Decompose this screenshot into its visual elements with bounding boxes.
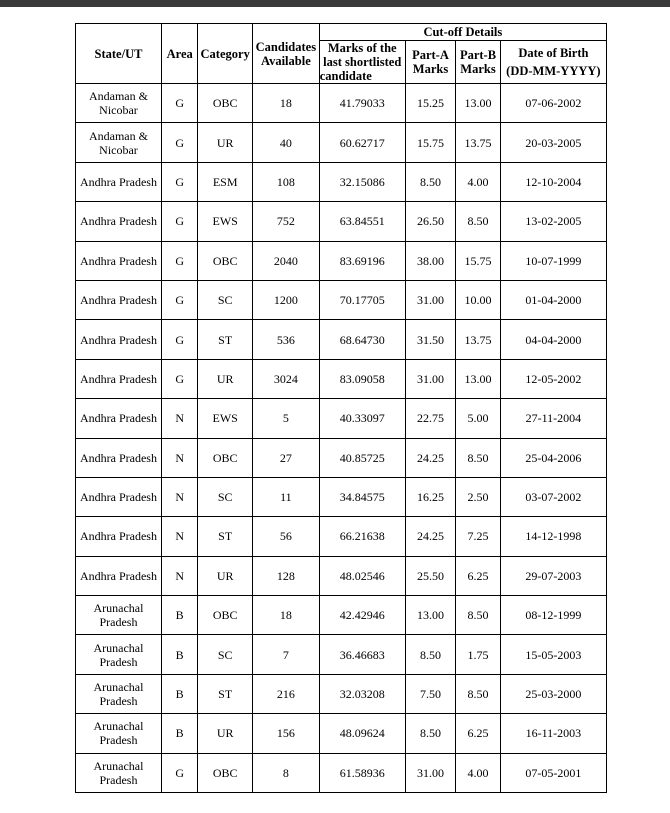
cell-area: B xyxy=(161,596,197,635)
cell-category: OBC xyxy=(198,596,253,635)
cell-candidates: 40 xyxy=(252,123,319,162)
cell-area: G xyxy=(161,280,197,319)
cell-candidates: 216 xyxy=(252,674,319,713)
cell-candidates: 536 xyxy=(252,320,319,359)
cell-part-b: 6.25 xyxy=(456,556,501,595)
cell-area: N xyxy=(161,517,197,556)
table-row xyxy=(76,635,607,674)
cell-category: EWS xyxy=(198,202,253,241)
cell-marks: 36.46683 xyxy=(319,635,405,674)
cell-candidates: 8 xyxy=(252,753,319,792)
cell-category: UR xyxy=(198,123,253,162)
header-candidates-line2: Available xyxy=(260,53,311,68)
header-marks: Marks of the last shortlisted candidate xyxy=(319,41,405,84)
cell-category: SC xyxy=(198,477,253,516)
cell-dob: 25-04-2006 xyxy=(500,438,606,477)
cell-part-a: 15.25 xyxy=(405,84,456,123)
table-row xyxy=(76,359,607,398)
cell-part-b: 1.75 xyxy=(456,635,501,674)
cell-marks: 40.85725 xyxy=(319,438,405,477)
cell-marks: 60.62717 xyxy=(319,123,405,162)
cell-part-b: 8.50 xyxy=(456,438,501,477)
cell-candidates: 18 xyxy=(252,84,319,123)
cell-area: N xyxy=(161,438,197,477)
cell-candidates: 128 xyxy=(252,556,319,595)
cell-marks: 34.84575 xyxy=(319,477,405,516)
cell-part-b: 8.50 xyxy=(456,674,501,713)
cell-dob: 16-11-2003 xyxy=(500,714,606,753)
cell-state: Andhra Pradesh xyxy=(76,320,162,359)
cell-state: Andhra Pradesh xyxy=(76,477,162,516)
cell-dob: 01-04-2000 xyxy=(500,280,606,319)
cell-area: G xyxy=(161,241,197,280)
cell-area: B xyxy=(161,674,197,713)
cell-category: UR xyxy=(198,359,253,398)
cell-category: OBC xyxy=(198,753,253,792)
cell-part-a: 24.25 xyxy=(405,438,456,477)
cell-category: UR xyxy=(198,556,253,595)
table-row xyxy=(76,280,607,319)
cell-area: G xyxy=(161,359,197,398)
cell-marks: 63.84551 xyxy=(319,202,405,241)
cell-dob: 08-12-1999 xyxy=(500,596,606,635)
cell-candidates: 56 xyxy=(252,517,319,556)
cell-dob: 12-05-2002 xyxy=(500,359,606,398)
cell-state: Andhra Pradesh xyxy=(76,202,162,241)
cell-category: OBC xyxy=(198,241,253,280)
cell-state: Arunachal Pradesh xyxy=(76,596,162,635)
cell-dob: 07-06-2002 xyxy=(500,84,606,123)
cell-candidates: 27 xyxy=(252,438,319,477)
table-row xyxy=(76,241,607,280)
cell-marks: 61.58936 xyxy=(319,753,405,792)
cell-state: Andhra Pradesh xyxy=(76,241,162,280)
table-row xyxy=(76,202,607,241)
cell-category: OBC xyxy=(198,438,253,477)
cell-area: G xyxy=(161,162,197,201)
cell-category: EWS xyxy=(198,399,253,438)
cell-part-a: 31.00 xyxy=(405,753,456,792)
cell-candidates: 3024 xyxy=(252,359,319,398)
cell-state: Andhra Pradesh xyxy=(76,359,162,398)
table-row xyxy=(76,162,607,201)
cell-dob: 14-12-1998 xyxy=(500,517,606,556)
cell-area: G xyxy=(161,320,197,359)
cell-marks: 41.79033 xyxy=(319,84,405,123)
cell-candidates: 108 xyxy=(252,162,319,201)
header-part-b-line2: Marks xyxy=(460,62,496,76)
cell-part-b: 13.00 xyxy=(456,84,501,123)
cell-part-b: 15.75 xyxy=(456,241,501,280)
cell-marks: 83.69196 xyxy=(319,241,405,280)
cell-area: G xyxy=(161,202,197,241)
cell-state: Andaman & Nicobar xyxy=(76,123,162,162)
cell-area: N xyxy=(161,399,197,438)
cell-dob: 13-02-2005 xyxy=(500,202,606,241)
cell-part-b: 5.00 xyxy=(456,399,501,438)
cell-dob: 25-03-2000 xyxy=(500,674,606,713)
table-row xyxy=(76,556,607,595)
cell-part-a: 38.00 xyxy=(405,241,456,280)
cell-marks: 66.21638 xyxy=(319,517,405,556)
cell-part-a: 16.25 xyxy=(405,477,456,516)
cell-dob: 27-11-2004 xyxy=(500,399,606,438)
cell-part-b: 6.25 xyxy=(456,714,501,753)
cell-part-b: 4.00 xyxy=(456,753,501,792)
table-row xyxy=(76,438,607,477)
cell-part-a: 31.00 xyxy=(405,280,456,319)
cell-marks: 40.33097 xyxy=(319,399,405,438)
cell-marks: 42.42946 xyxy=(319,596,405,635)
table-row xyxy=(76,123,607,162)
cell-part-b: 4.00 xyxy=(456,162,501,201)
cell-category: ESM xyxy=(198,162,253,201)
cell-part-a: 25.50 xyxy=(405,556,456,595)
header-dob xyxy=(500,41,606,84)
cell-dob: 15-05-2003 xyxy=(500,635,606,674)
cell-dob: 04-04-2000 xyxy=(500,320,606,359)
header-part-b xyxy=(456,41,501,84)
cell-marks: 48.09624 xyxy=(319,714,405,753)
header-candidates xyxy=(252,24,319,84)
cell-state: Arunachal Pradesh xyxy=(76,753,162,792)
cell-dob: 20-03-2005 xyxy=(500,123,606,162)
cell-category: UR xyxy=(198,714,253,753)
cell-category: ST xyxy=(198,517,253,556)
cell-area: G xyxy=(161,123,197,162)
cell-part-b: 13.75 xyxy=(456,320,501,359)
cutoff-table xyxy=(75,23,607,793)
cell-candidates: 11 xyxy=(252,477,319,516)
cell-part-a: 24.25 xyxy=(405,517,456,556)
cell-area: B xyxy=(161,635,197,674)
header-state: State/UT xyxy=(76,24,162,84)
header-row-top xyxy=(76,24,607,41)
table-row xyxy=(76,320,607,359)
cell-area: N xyxy=(161,556,197,595)
cell-part-b: 13.75 xyxy=(456,123,501,162)
cell-state: Andhra Pradesh xyxy=(76,438,162,477)
cell-part-a: 31.00 xyxy=(405,359,456,398)
table-body xyxy=(76,84,607,793)
top-bar xyxy=(0,0,670,7)
cell-part-a: 31.50 xyxy=(405,320,456,359)
cell-candidates: 5 xyxy=(252,399,319,438)
cell-marks: 32.03208 xyxy=(319,674,405,713)
header-area: Area xyxy=(161,24,197,84)
table-row xyxy=(76,399,607,438)
cell-category: ST xyxy=(198,320,253,359)
cell-part-a: 8.50 xyxy=(405,714,456,753)
cell-part-b: 13.00 xyxy=(456,359,501,398)
cell-part-b: 2.50 xyxy=(456,477,501,516)
cell-area: N xyxy=(161,477,197,516)
table-row xyxy=(76,714,607,753)
cell-state: Andhra Pradesh xyxy=(76,556,162,595)
table-row xyxy=(76,477,607,516)
cell-candidates: 7 xyxy=(252,635,319,674)
cell-marks: 70.17705 xyxy=(319,280,405,319)
header-part-a-line1: Part-A xyxy=(412,48,449,62)
cell-dob: 07-05-2001 xyxy=(500,753,606,792)
header-candidates-line1: Candidates xyxy=(255,39,317,54)
cell-part-a: 7.50 xyxy=(405,674,456,713)
cell-state: Andhra Pradesh xyxy=(76,162,162,201)
cell-state: Arunachal Pradesh xyxy=(76,674,162,713)
cell-area: G xyxy=(161,84,197,123)
header-part-a xyxy=(405,41,456,84)
cell-part-a: 13.00 xyxy=(405,596,456,635)
cell-marks: 32.15086 xyxy=(319,162,405,201)
cell-candidates: 2040 xyxy=(252,241,319,280)
table-row xyxy=(76,674,607,713)
table-row xyxy=(76,596,607,635)
cell-category: SC xyxy=(198,280,253,319)
cell-marks: 83.09058 xyxy=(319,359,405,398)
header-part-b-line1: Part-B xyxy=(459,48,497,62)
cell-candidates: 752 xyxy=(252,202,319,241)
cell-dob: 03-07-2002 xyxy=(500,477,606,516)
cell-state: Arunachal Pradesh xyxy=(76,714,162,753)
cell-area: B xyxy=(161,714,197,753)
cell-category: OBC xyxy=(198,84,253,123)
cell-candidates: 1200 xyxy=(252,280,319,319)
header-category: Category xyxy=(198,24,253,84)
cell-part-a: 22.75 xyxy=(405,399,456,438)
header-part-a-line2: Marks xyxy=(412,62,449,76)
cell-marks: 48.02546 xyxy=(319,556,405,595)
cell-category: SC xyxy=(198,635,253,674)
cell-state: Arunachal Pradesh xyxy=(76,635,162,674)
table-row xyxy=(76,84,607,123)
cell-dob: 10-07-1999 xyxy=(500,241,606,280)
cell-state: Andhra Pradesh xyxy=(76,280,162,319)
cell-part-b: 7.25 xyxy=(456,517,501,556)
header-dob-line2: (DD-MM-YYYY) xyxy=(506,64,601,78)
table-row xyxy=(76,517,607,556)
cell-candidates: 18 xyxy=(252,596,319,635)
cell-dob: 12-10-2004 xyxy=(500,162,606,201)
header-dob-line1: Date of Birth xyxy=(518,46,589,60)
cell-state: Andaman & Nicobar xyxy=(76,84,162,123)
cell-candidates: 156 xyxy=(252,714,319,753)
cell-part-a: 8.50 xyxy=(405,162,456,201)
cell-state: Andhra Pradesh xyxy=(76,517,162,556)
cell-part-b: 10.00 xyxy=(456,280,501,319)
cell-part-b: 8.50 xyxy=(456,596,501,635)
cell-dob: 29-07-2003 xyxy=(500,556,606,595)
cell-part-b: 8.50 xyxy=(456,202,501,241)
header-cutoff-details: Cut-off Details xyxy=(319,24,606,41)
cell-state: Andhra Pradesh xyxy=(76,399,162,438)
cell-marks: 68.64730 xyxy=(319,320,405,359)
cell-part-a: 15.75 xyxy=(405,123,456,162)
table-row xyxy=(76,753,607,792)
cell-area: G xyxy=(161,753,197,792)
cell-part-a: 26.50 xyxy=(405,202,456,241)
cell-category: ST xyxy=(198,674,253,713)
cell-part-a: 8.50 xyxy=(405,635,456,674)
